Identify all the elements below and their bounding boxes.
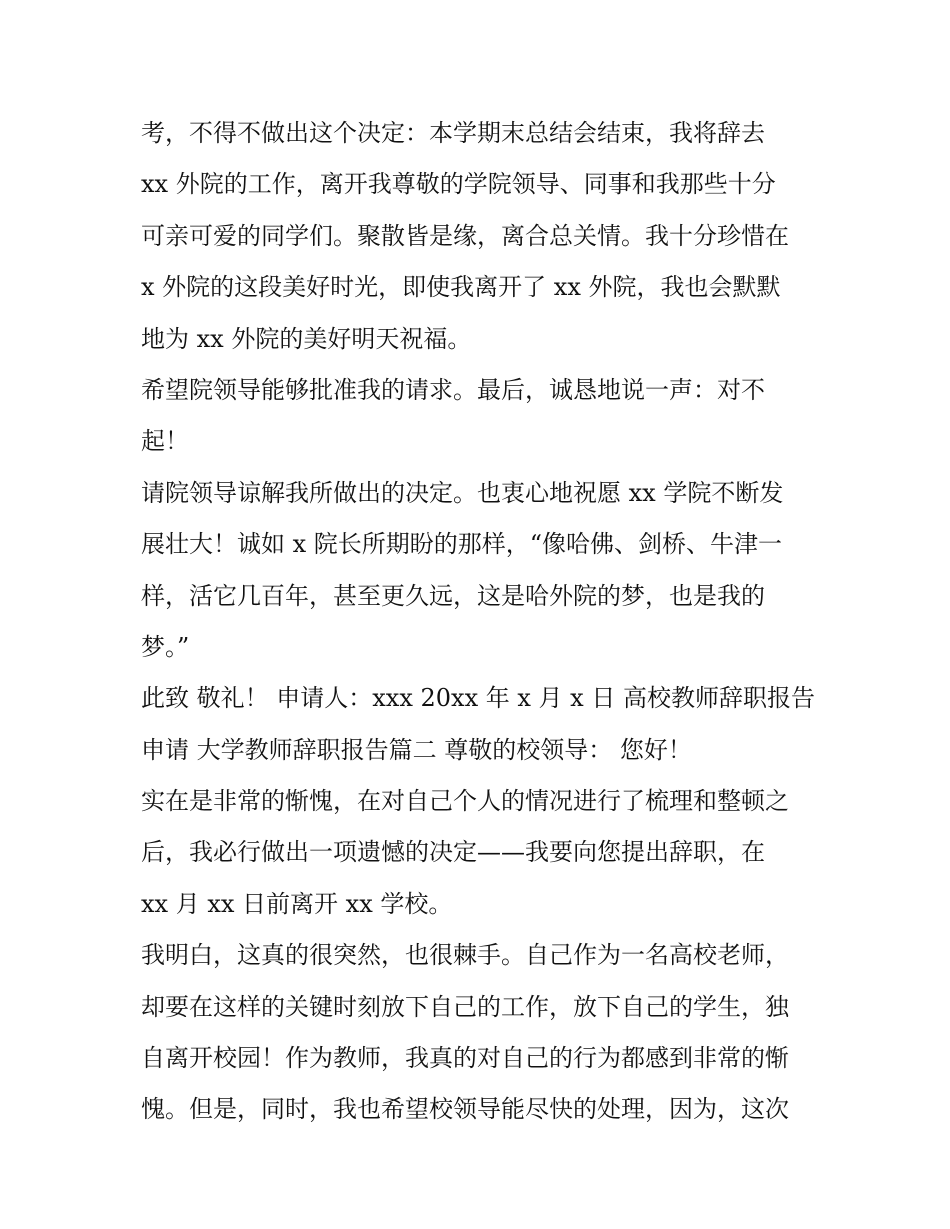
text-line: 梦。” [141, 632, 190, 661]
text-line: 申请 大学教师辞职报告篇二 尊敬的校领导： 您好！ [141, 735, 692, 764]
text-line: 愧。但是，同时，我也希望校领导能尽快的处理，因为，这次 [141, 1095, 789, 1124]
text-line: xx 月 xx 日前离开 xx 学校。 [141, 889, 453, 918]
text-line: 请院领导谅解我所做出的决定。也衷心地祝愿 xx 学院不断发 [141, 478, 784, 507]
text-line: 却要在这样的关键时刻放下自己的工作，放下自己的学生，独 [141, 992, 789, 1021]
document-body [141, 108, 821, 1136]
text-line: 自离开校园！作为教师，我真的对自己的行为都感到非常的惭 [141, 1044, 789, 1073]
text-line: 可亲可爱的同学们。聚散皆是缘，离合总关情。我十分珍惜在 [141, 221, 789, 250]
text-line: xx 外院的工作，离开我尊敬的学院领导、同事和我那些十分 [141, 170, 776, 199]
text-line: 考，不得不做出这个决定：本学期末总结会结束，我将辞去 [141, 119, 765, 147]
text-line: 我明白，这真的很突然，也很棘手。自己作为一名高校老师， [141, 941, 789, 970]
text-line: 实在是非常的惭愧，在对自己个人的情况进行了梳理和整顿之 [141, 787, 789, 816]
text-line: 此致 敬礼！ 申请人：xxx 20xx 年 x 月 x 日 高校教师辞职报告 [141, 684, 815, 713]
text-line: 地为 xx 外院的美好明天祝福。 [141, 324, 472, 353]
text-line: 展壮大！诚如 x 院长所期盼的那样，“像哈佛、剑桥、牛津一 [141, 530, 783, 559]
text-line: 后，我必行做出一项遗憾的决定——我要向您提出辞职，在 [141, 838, 765, 867]
text-line: 起！ [141, 427, 189, 456]
text-line: 样，活它几百年，甚至更久远，这是哈外院的梦，也是我的 [141, 581, 765, 610]
text-line: 希望院领导能够批准我的请求。最后，诚恳地说一声：对不 [141, 375, 765, 404]
text-line: x 外院的这段美好时光，即使我离开了 xx 外院，我也会默默 [141, 273, 781, 302]
